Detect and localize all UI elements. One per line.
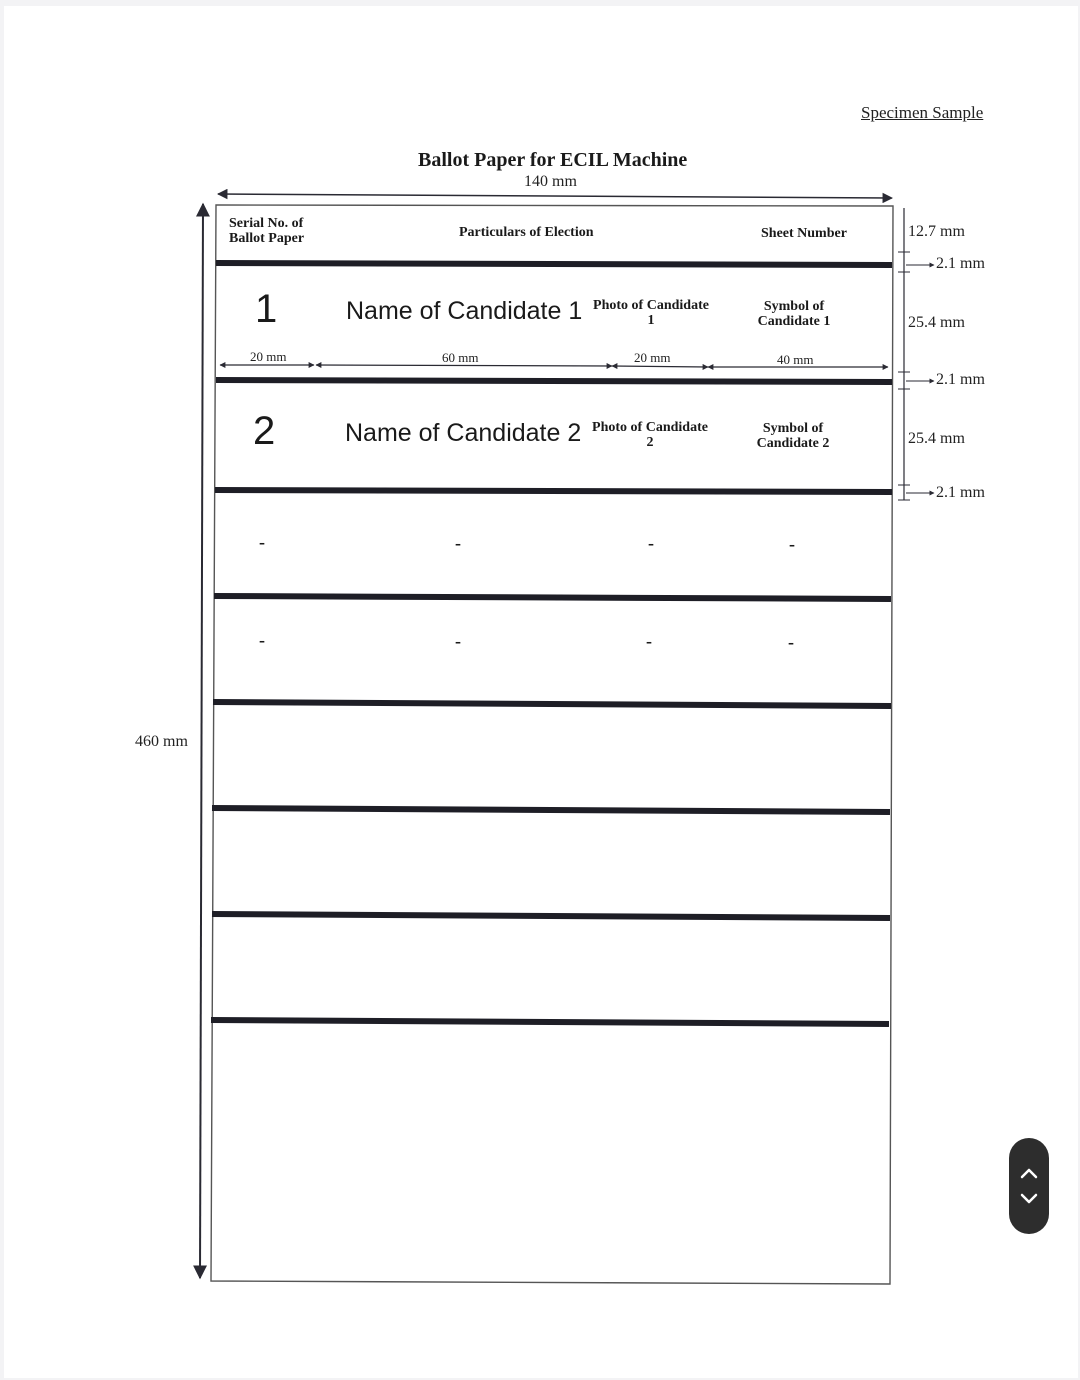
candidate-name: Name of Candidate 1 bbox=[346, 297, 583, 325]
candidate-symbol: Symbol of Candidate 1 bbox=[757, 299, 831, 329]
row-height-label: 25.4 mm bbox=[908, 430, 965, 447]
separator-height-label: 2.1 mm bbox=[936, 484, 985, 501]
width-label: 140 mm bbox=[524, 173, 577, 190]
header-serial: Serial No. of Ballot Paper bbox=[229, 216, 305, 246]
placeholder-photo: - bbox=[646, 631, 652, 651]
separator-band bbox=[211, 1020, 889, 1024]
separator-height-label: 2.1 mm bbox=[936, 371, 985, 388]
placeholder-symbol: - bbox=[788, 632, 794, 652]
separator-band bbox=[216, 380, 892, 382]
chevron-up-icon[interactable] bbox=[1020, 1167, 1038, 1179]
candidate-symbol: Symbol of Candidate 2 bbox=[756, 421, 830, 451]
placeholder-photo: - bbox=[648, 533, 654, 553]
height-dimension-arrow bbox=[200, 204, 203, 1278]
candidate-name: Name of Candidate 2 bbox=[345, 419, 582, 447]
separator-band bbox=[212, 808, 890, 812]
candidate-serial: 2 bbox=[253, 409, 276, 453]
row-height-label: 25.4 mm bbox=[908, 314, 965, 331]
page-nav-control bbox=[1009, 1138, 1049, 1234]
width-dimension-arrow bbox=[218, 194, 892, 198]
col-width-label: 40 mm bbox=[777, 352, 814, 367]
candidate-serial: 1 bbox=[255, 287, 278, 331]
separator-height-label: 2.1 mm bbox=[936, 255, 985, 272]
separator-band bbox=[212, 914, 890, 918]
height-label: 460 mm bbox=[135, 733, 188, 750]
placeholder-serial: - bbox=[259, 532, 265, 552]
placeholder-serial: - bbox=[259, 630, 265, 650]
specimen-label: Specimen Sample bbox=[861, 103, 984, 122]
separator-band bbox=[213, 702, 891, 706]
separator-band bbox=[215, 490, 892, 492]
placeholder-symbol: - bbox=[789, 534, 795, 554]
header-height-label: 12.7 mm bbox=[908, 223, 965, 240]
separator-band bbox=[216, 263, 892, 265]
page-title: Ballot Paper for ECIL Machine bbox=[418, 149, 688, 171]
col-width-label: 20 mm bbox=[250, 349, 287, 364]
placeholder-name: - bbox=[455, 631, 461, 651]
candidate-photo: Photo of Candidate 2 bbox=[592, 420, 708, 450]
header-particulars: Particulars of Election bbox=[459, 225, 594, 240]
header-sheet-number: Sheet Number bbox=[761, 226, 847, 241]
candidate-photo: Photo of Candidate 1 bbox=[593, 298, 709, 328]
col-width-label: 20 mm bbox=[634, 350, 671, 365]
col-width-label: 60 mm bbox=[442, 350, 479, 365]
col-width-arrow bbox=[612, 366, 708, 367]
separator-band bbox=[214, 596, 891, 599]
chevron-down-icon[interactable] bbox=[1020, 1193, 1038, 1205]
placeholder-name: - bbox=[455, 533, 461, 553]
